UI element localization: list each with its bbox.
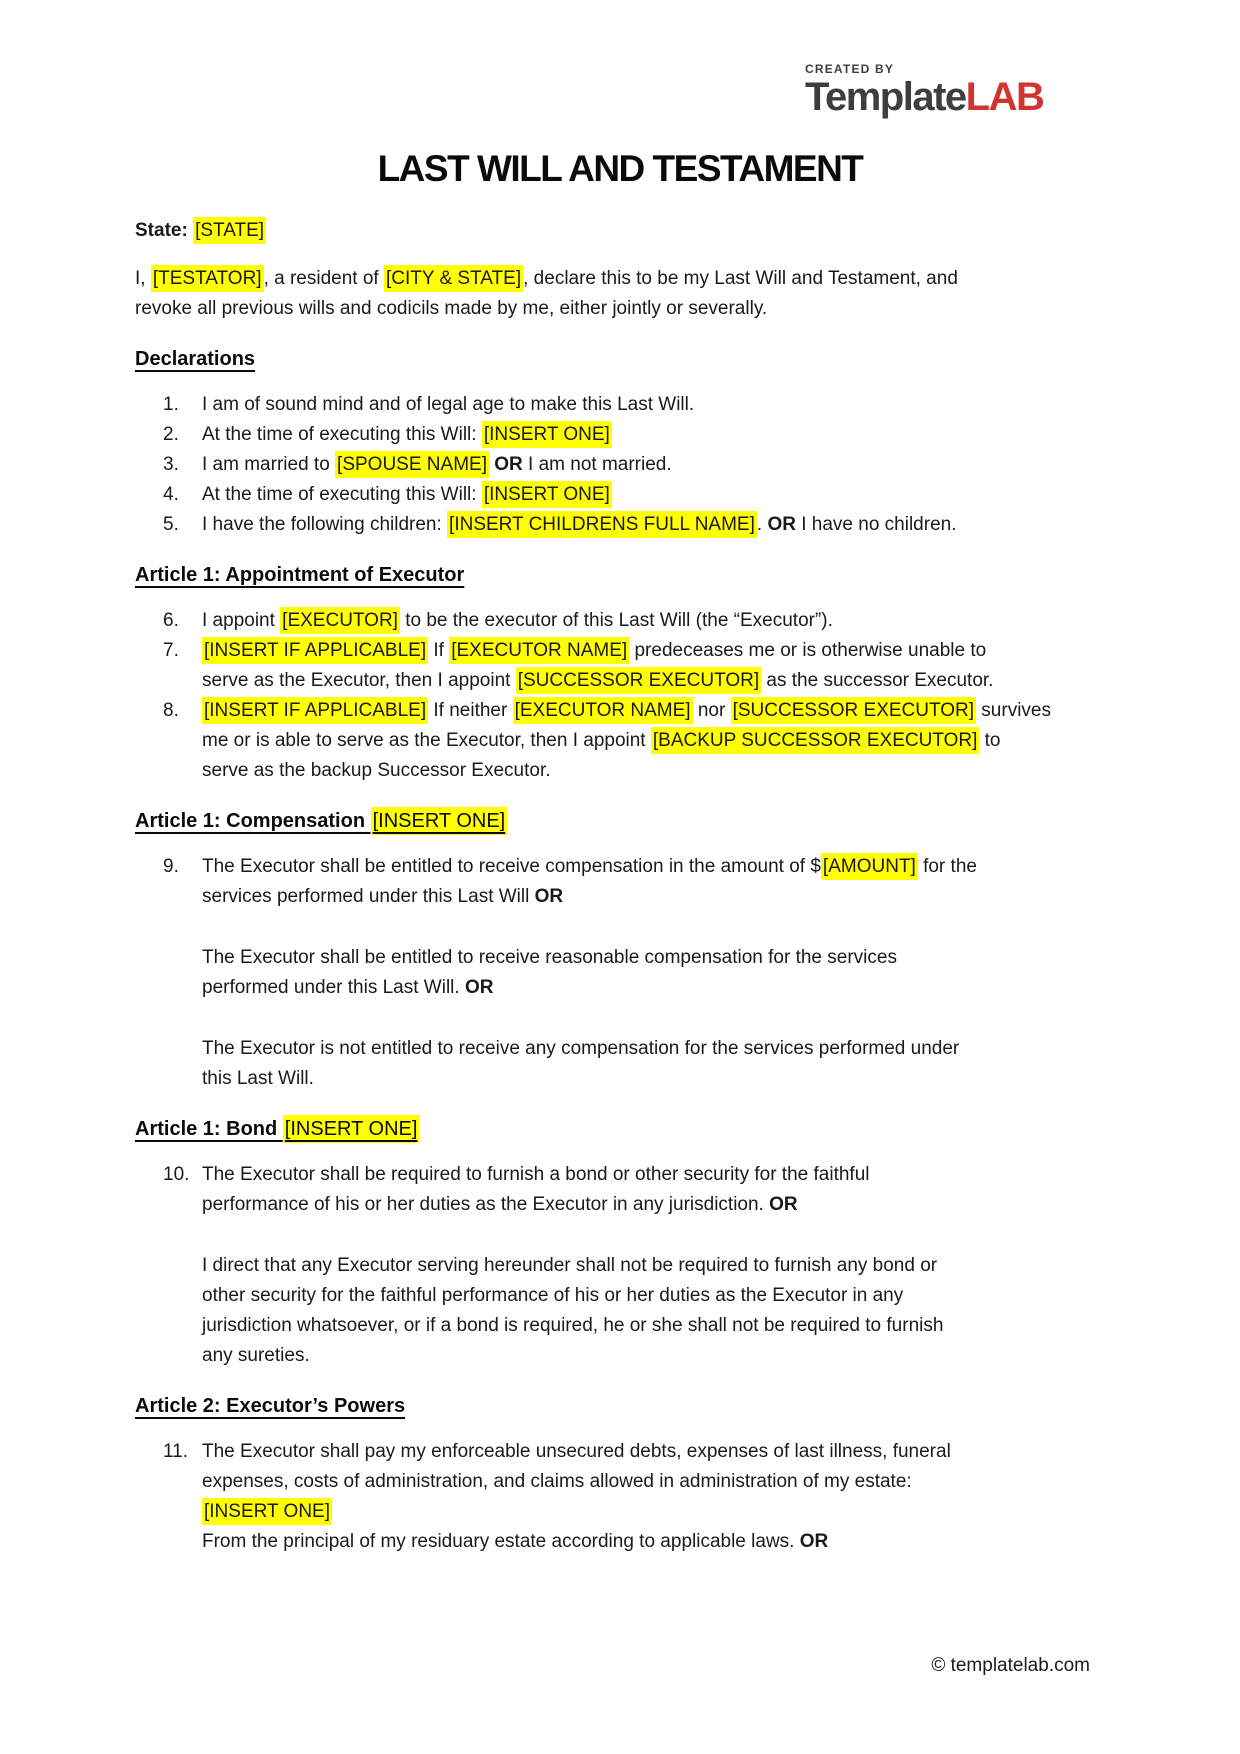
- text-run: for the: [917, 856, 977, 877]
- section-heading-text: [135, 1395, 405, 1417]
- text-run: Article 1: Appointment of Executor: [135, 564, 465, 586]
- text-run: The Executor shall be required to furnish a bond or other security for the faithful: [202, 1164, 870, 1185]
- list-item: [135, 696, 1105, 786]
- list-number: 10.: [163, 1164, 190, 1185]
- list-number: 7.: [163, 640, 179, 661]
- text-run: other security for the faithful performance of his or her duties as the Executor in any: [202, 1285, 904, 1306]
- text-line: [202, 666, 1105, 696]
- text-run: to be the executor of this Last Will (the “Executor”).: [399, 610, 833, 631]
- list-item: [135, 852, 1105, 912]
- text-line: [135, 294, 1105, 324]
- list-number: 4.: [163, 484, 179, 505]
- list-item: [135, 450, 1105, 480]
- text-run: performance of his or her duties as the Executor in any jurisdiction.: [202, 1194, 770, 1215]
- text-run: I am of sound mind and of legal age to make this Last Will.: [202, 394, 695, 415]
- text-line: [202, 1281, 1105, 1311]
- list-item-body: [202, 606, 1105, 636]
- text-line: [202, 726, 1105, 756]
- placeholder-field: [EXECUTOR NAME]: [513, 697, 693, 724]
- text-line: [202, 1251, 1105, 1281]
- text-line: [202, 480, 1105, 510]
- section-heading: [135, 1391, 1105, 1421]
- text-run: I am not married.: [522, 454, 672, 475]
- text-run: Declarations: [135, 348, 256, 370]
- brand-wordmark: [805, 76, 1043, 118]
- text-run: Article 1: Compensation: [135, 810, 371, 832]
- text-run: I appoint: [202, 610, 281, 631]
- compensation-option-2: [202, 943, 1105, 1003]
- placeholder-field: [INSERT IF APPLICABLE]: [202, 697, 428, 724]
- text-run: serve as the backup Successor Executor.: [202, 760, 551, 781]
- blank-line: [135, 1220, 1105, 1251]
- text-line: [202, 1064, 1105, 1094]
- section-heading-text: [135, 348, 255, 370]
- text-run: predeceases me or is otherwise unable to: [629, 640, 987, 661]
- text-run: nor: [692, 700, 731, 721]
- section-heading: [135, 344, 1105, 374]
- document-title: LAST WILL AND TESTAMENT: [377, 148, 863, 189]
- text-line: [202, 882, 1105, 912]
- bold-text: OR: [769, 1194, 798, 1215]
- bold-text: State:: [135, 220, 194, 241]
- text-run: I direct that any Executor serving hereunder shall not be required to furnish any bond or: [202, 1255, 938, 1276]
- text-line: [202, 973, 1105, 1003]
- blank-line: [135, 912, 1105, 943]
- text-line: [202, 696, 1105, 726]
- list-item-body: [202, 450, 1105, 480]
- placeholder-field: [BACKUP SUCCESSOR EXECUTOR]: [651, 727, 979, 754]
- text-run: The Executor shall pay my enforceable unsecured debts, expenses of last illness, funeral: [202, 1441, 951, 1462]
- bold-text: OR: [767, 514, 796, 535]
- text-line: [135, 264, 1105, 294]
- placeholder-field: [SUCCESSOR EXECUTOR]: [516, 667, 761, 694]
- bold-text: OR: [494, 454, 523, 475]
- list-item-body: [202, 510, 1105, 540]
- text-run: as the successor Executor.: [761, 670, 994, 691]
- list-number: 1.: [163, 394, 179, 415]
- text-line: [135, 216, 1105, 246]
- list-number: 3.: [163, 454, 179, 475]
- list-item: [135, 510, 1105, 540]
- text-run: From the principal of my residuary estate according to applicable laws.: [202, 1531, 800, 1552]
- list-item: [135, 420, 1105, 450]
- list-item-body: [202, 852, 1105, 912]
- list-number: 5.: [163, 514, 179, 535]
- text-run: I have no children.: [795, 514, 957, 535]
- text-run: Article 2: Executor’s Powers: [135, 1395, 406, 1417]
- text-line: [202, 636, 1105, 666]
- list-item: [135, 636, 1105, 696]
- text-line: [202, 1311, 1105, 1341]
- text-run: to: [979, 730, 1001, 751]
- placeholder-field: [INSERT IF APPLICABLE]: [202, 637, 428, 664]
- text-run: services performed under this Last Will: [202, 886, 535, 907]
- list-item-body: [202, 1160, 1105, 1220]
- text-line: [202, 450, 1105, 480]
- list-item-body: [202, 636, 1105, 696]
- text-run: serve as the Executor, then I appoint: [202, 670, 516, 691]
- section-heading: [135, 806, 1105, 836]
- text-line: [202, 943, 1105, 973]
- text-line: [202, 510, 1105, 540]
- section-heading-text: [135, 807, 507, 835]
- text-run: Article 1: Bond: [135, 1118, 283, 1140]
- list-item-body: [202, 480, 1105, 510]
- list-item: [135, 1437, 1105, 1557]
- placeholder-field: [INSERT ONE]: [482, 421, 612, 448]
- placeholder-field: [INSERT ONE]: [283, 1115, 420, 1143]
- placeholder-field: [INSERT ONE]: [371, 807, 508, 835]
- text-run: me or is able to serve as the Executor, then I appoint: [202, 730, 651, 751]
- templatelab-logo: [805, 62, 1043, 118]
- text-run: The Executor is not entitled to receive any compensation for the services performed under: [202, 1038, 960, 1059]
- text-run: any sureties.: [202, 1345, 310, 1366]
- list-number: 9.: [163, 856, 179, 877]
- placeholder-field: [SPOUSE NAME]: [335, 451, 489, 478]
- text-line: [202, 1034, 1105, 1064]
- text-run: , a resident of: [263, 268, 384, 289]
- text-run: At the time of executing this Will:: [202, 424, 482, 445]
- list-item: [135, 1160, 1105, 1220]
- section-heading: [135, 560, 1105, 590]
- bold-text: OR: [464, 977, 494, 998]
- placeholder-field: [CITY & STATE]: [384, 265, 523, 292]
- text-line: [202, 420, 1105, 450]
- list-item: [135, 390, 1105, 420]
- text-line: [202, 390, 1105, 420]
- text-run: .: [756, 514, 768, 535]
- list-item-body: [202, 696, 1105, 786]
- placeholder-field: [EXECUTOR]: [280, 607, 400, 634]
- text-run: At the time of executing this Will:: [202, 484, 482, 505]
- text-line: [202, 1467, 1105, 1497]
- text-line: [202, 852, 1105, 882]
- section-heading-text: [135, 1115, 419, 1143]
- list-item: [135, 480, 1105, 510]
- text-run: The Executor shall be entitled to receive reasonable compensation for the services: [202, 947, 897, 968]
- text-line: [202, 1341, 1105, 1371]
- text-run: I am married to: [202, 454, 336, 475]
- placeholder-field: [INSERT ONE]: [482, 481, 612, 508]
- intro-paragraph: [135, 264, 1105, 324]
- text-run: performed under this Last Will.: [202, 977, 465, 998]
- compensation-option-3: [202, 1034, 1105, 1094]
- text-line: [202, 1497, 1105, 1527]
- placeholder-field: [TESTATOR]: [151, 265, 264, 292]
- text-line: [202, 1527, 1105, 1557]
- placeholder-field: [INSERT ONE]: [202, 1498, 332, 1525]
- blank-line: [135, 1003, 1105, 1034]
- bold-text: OR: [534, 886, 564, 907]
- text-run: I have the following children:: [202, 514, 448, 535]
- placeholder-field: [AMOUNT]: [821, 853, 918, 880]
- brand-created-by: CREATED BY: [805, 62, 895, 76]
- text-line: [202, 1160, 1105, 1190]
- section-heading: [135, 1114, 1105, 1144]
- list-item: [135, 606, 1105, 636]
- text-run: this Last Will.: [202, 1068, 314, 1089]
- list-item-body: [202, 1437, 1105, 1557]
- text-run: expenses, costs of administration, and claims allowed in administration of my estate:: [202, 1471, 912, 1492]
- list-number: 11.: [163, 1441, 189, 1462]
- list-number: 6.: [163, 610, 179, 631]
- brand-word-template: Template: [805, 75, 966, 119]
- list-number: 8.: [163, 700, 179, 721]
- placeholder-field: [INSERT CHILDRENS FULL NAME]: [447, 511, 757, 538]
- text-line: [202, 606, 1105, 636]
- list-number: 2.: [163, 424, 179, 445]
- text-line: [202, 1437, 1105, 1467]
- text-run: If neither: [428, 700, 513, 721]
- state-line: [135, 216, 1105, 246]
- text-run: If: [428, 640, 450, 661]
- brand-word-lab: LAB: [965, 75, 1044, 119]
- text-run: , declare this to be my Last Will and Testament, and: [523, 268, 958, 289]
- placeholder-field: [EXECUTOR NAME]: [449, 637, 629, 664]
- bold-text: OR: [799, 1531, 829, 1552]
- text-run: revoke all previous wills and codicils made by me, either jointly or severally.: [135, 298, 768, 319]
- section-heading-text: [135, 564, 464, 586]
- text-run: survives: [976, 700, 1051, 721]
- placeholder-field: [SUCCESSOR EXECUTOR]: [731, 697, 976, 724]
- text-line: [202, 1190, 1105, 1220]
- text-run: jurisdiction whatsoever, or if a bond is required, he or she shall not be required to furnish: [202, 1315, 944, 1336]
- footer-copyright: © templatelab.com: [931, 1655, 1090, 1676]
- text-run: I,: [135, 268, 151, 289]
- bond-option-2: [202, 1251, 1105, 1371]
- placeholder-field: [STATE]: [193, 217, 266, 244]
- list-item-body: [202, 420, 1105, 450]
- document-body: [135, 216, 1105, 1557]
- text-run: The Executor shall be entitled to receive compensation in the amount of $: [202, 856, 821, 877]
- list-item-body: [202, 390, 1105, 420]
- text-line: [202, 756, 1105, 786]
